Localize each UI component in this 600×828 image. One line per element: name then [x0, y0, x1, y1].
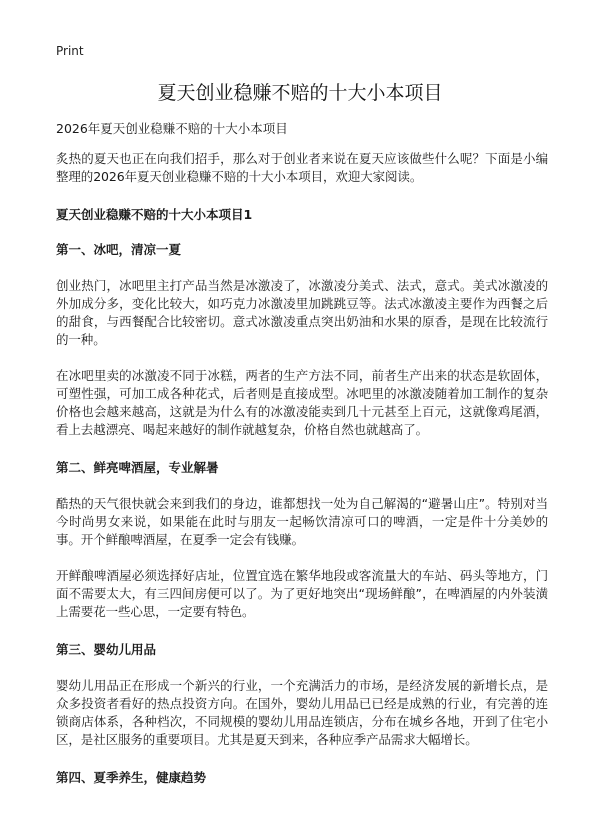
- article-subtitle: 2026年夏天创业稳赚不赔的十大小本项目: [56, 121, 288, 136]
- item-paragraph: 创业热门，冰吧里主打产品当然是冰激凌了，冰激凌分美式、法式，意式。美式冰激凌的外加成分多，变化比较大，如巧克力冰激凌里加跳跳豆等。法式冰激凌主要作为西餐之后的甜食，与西餐配合比较密切。意式冰激凌重点突出奶油和水果的原香，是现在比较流行的一种。: [56, 278, 548, 347]
- item-paragraph: 在冰吧里卖的冰激凌不同于冰糕，两者的生产方法不同，前者生产出来的状态是软固体，可塑性强，可加工成各种花式，后者则是直接成型。冰吧里的冰激凌随着加工制作的复杂价格也会越来越高，这就是为什么有的冰激凌能卖到几十元甚至上百元，这就像鸡尾酒，看上去越漂亮、喝起来越好的制作就越复杂，价格自然也就越高了。: [56, 368, 548, 437]
- item-heading: 第一、冰吧，清凉一夏: [56, 242, 182, 257]
- item-heading: 第二、鲜亮啤酒屋，专业解暑: [56, 460, 219, 475]
- item-paragraph: 婴幼儿用品正在形成一个新兴的行业，一个充满活力的市场，是经济发展的新增长点，是众多投资者看好的热点投资方向。在国外，婴幼儿用品已已经是成熟的行业，有完善的连锁商店体系，各种档次，不同规模的婴幼儿用品连锁店，分布在城乡各地，开到了住宅小区，是社区服务的重要项目。尤其是夏天到来，各种应季产品需求大幅增长。: [56, 678, 548, 747]
- item-heading: 第三、婴幼儿用品: [56, 642, 157, 657]
- section-title: 夏天创业稳赚不赔的十大小本项目1: [56, 207, 253, 222]
- page-title: 夏天创业稳赚不赔的十大小本项目: [157, 82, 443, 104]
- item-paragraph: 开鲜酿啤酒屋必须选择好店址，位置宜选在繁华地段或客流量大的车站、码头等地方，门面不需要太大，有三四间房便可以了。为了更好地突出“现场鲜酿”，在啤酒屋的内外装潢上需要花一些心思，一定要有特色。: [56, 568, 548, 619]
- intro-paragraph: 炙热的夏天也正在向我们招手，那么对于创业者来说在夏天应该做些什么呢？下面是小编整理的2026年夏天创业稳赚不赔的十大小本项目，欢迎大家阅读。: [56, 151, 548, 184]
- item-paragraph: 酷热的天气很快就会来到我们的身边，谁都想找一处为自己解渴的“避暑山庄”。特别对当今时尚男女来说，如果能在此时与朋友一起畅饮清凉可口的啤酒，一定是件十分美妙的事。开个鲜酿啤酒屋，在夏季一定会有钱赚。: [56, 496, 548, 547]
- item-heading: 第四、夏季养生，健康趋势: [56, 770, 207, 785]
- print-link[interactable]: Print: [56, 44, 84, 58]
- article-body: [56, 120, 548, 787]
